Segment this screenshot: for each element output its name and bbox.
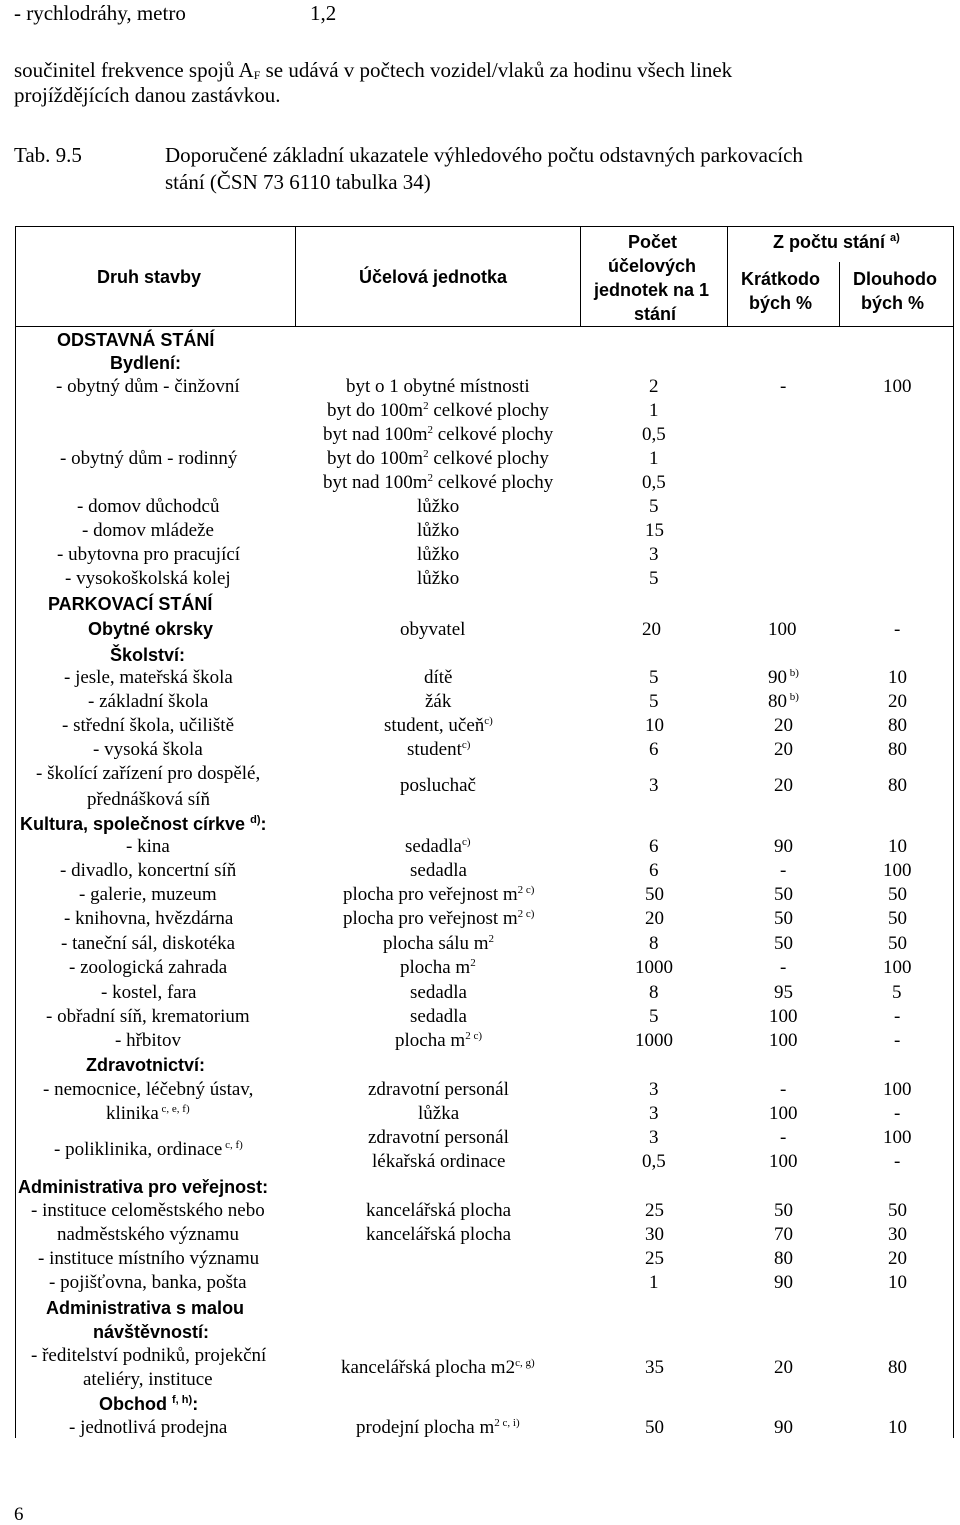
kult-row-3-druh: - knihovna, hvězdárna	[64, 908, 234, 929]
obchod-row-pocet: 50	[645, 1417, 664, 1438]
kult-row-4-druh: - taneční sál, diskotéka	[61, 933, 236, 954]
byd-row-8-ucel: lůžko	[417, 568, 460, 589]
kult-row-8-ucel: plocha $m^{2 c)}$	[395, 1030, 482, 1051]
zdr-row-1-pocet: 3	[649, 1103, 659, 1124]
skola-row-1-kratk: 80 $^{b)}$	[768, 691, 799, 712]
malou-ucel: kancelářská plocha m2$^{c, g)}$	[341, 1357, 535, 1378]
obchod-row-kratk: 90	[774, 1417, 793, 1438]
skola-row-4-kratk: 20	[774, 775, 793, 796]
adm-row-3-dlouh: 10	[888, 1272, 907, 1293]
skola-row-1-druh: - základní škola	[88, 691, 209, 712]
zdr-row-3-pocet: 0,5	[642, 1151, 666, 1172]
zdr-row-2-pocet: 3	[649, 1127, 659, 1148]
zdr-row-0-kratk: -	[780, 1079, 787, 1100]
zdr-row-3-dlouh: -	[894, 1151, 901, 1172]
zdr-row-2-dlouh: 100	[883, 1127, 912, 1148]
skola-row-0-kratk: 90 $^{b)}$	[768, 667, 799, 688]
adm-row-3-pocet: 1	[649, 1272, 659, 1293]
section-odstavna: ODSTAVNÁ STÁNÍ	[57, 330, 215, 350]
kult-row-6-pocet: 8	[649, 982, 659, 1003]
zdr-row-2-kratk: -	[780, 1127, 787, 1148]
header-kratk-1: Krátkodo	[741, 269, 821, 289]
kult-row-6-druh: - kostel, fara	[101, 982, 197, 1003]
skola-row-4-dlouh: 80	[888, 775, 907, 796]
adm-row-3-druh: - pojišťovna, banka, pošta	[49, 1272, 247, 1293]
kult-row-4-pocet: 8	[649, 933, 659, 954]
zdr-row-1-ucel: lůžka	[418, 1103, 460, 1124]
col-divider-4	[839, 262, 840, 327]
zdr-row-3-druh: - poliklinika, ordinace $^{c, f)}$	[54, 1139, 243, 1160]
skola-row-1-ucel: žák	[425, 691, 452, 712]
kult-row-3-kratk: 50	[774, 908, 793, 929]
obytne-ucel: obyvatel	[400, 619, 466, 640]
header-pocet-3: jednotek na 1	[594, 280, 710, 300]
section-administrativa: Administrativa pro veřejnost:	[18, 1177, 269, 1197]
byd-row-0-druh: - obytný dům - činžovní	[56, 376, 240, 397]
kult-row-6-kratk: 95	[774, 982, 793, 1003]
skola-row-2-kratk: 20	[774, 715, 793, 736]
zdr-row-0-dlouh: 100	[883, 1079, 912, 1100]
byd-row-6-druh: - domov mládeže	[82, 520, 214, 541]
kult-row-7-ucel: sedadla	[410, 1006, 467, 1027]
kult-row-0-druh: - kina	[126, 836, 170, 857]
skola-row-4-ucel: posluchač	[400, 775, 476, 796]
section-obchod: Obchod $^{f, h)}$:	[99, 1394, 199, 1414]
obytne-pocet: 20	[642, 619, 661, 640]
malou-dlouh: 80	[888, 1357, 907, 1378]
skola-row-3-ucel: student$^{c)}$	[407, 739, 471, 760]
bullet-value: 1,2	[310, 1, 337, 25]
kult-row-5-ucel: plocha $m^2$	[400, 957, 476, 978]
kult-row-5-dlouh: 100	[883, 957, 912, 978]
adm-row-1-pocet: 30	[645, 1224, 664, 1245]
kult-row-4-dlouh: 50	[888, 933, 907, 954]
byd-row-2-ucel: byt nad $100m^2$ celkové plochy	[323, 424, 554, 445]
skola-row-2-dlouh: 80	[888, 715, 907, 736]
page-number: 6	[14, 1504, 24, 1525]
byd-row-5-druh: - domov důchodců	[77, 496, 220, 517]
kult-row-1-pocet: 6	[649, 860, 659, 881]
kult-row-1-druh: - divadlo, koncertní síň	[60, 860, 237, 881]
kult-row-3-pocet: 20	[645, 908, 664, 929]
skola-row-2-ucel: student, učeň$^{c)}$	[384, 715, 493, 736]
kult-row-8-pocet: 1000	[635, 1030, 673, 1051]
obytne-dlouh: -	[894, 619, 901, 640]
byd-row-3-pocet: 1	[649, 448, 659, 469]
adm-row-0-pocet: 25	[645, 1200, 664, 1221]
byd-row-0-ucel: byt o 1 obytné místnosti	[346, 376, 530, 397]
kult-row-1-kratk: -	[780, 860, 787, 881]
skola-row-0-druh: - jesle, mateřská škola	[64, 667, 233, 688]
byd-row-7-pocet: 3	[649, 544, 659, 565]
byd-row-6-ucel: lůžko	[417, 520, 460, 541]
adm-row-0-ucel: kancelářská plocha	[366, 1200, 512, 1221]
kult-row-5-kratk: -	[780, 957, 787, 978]
section-admin-malou-2: návštěvností:	[93, 1322, 210, 1342]
skola-row-1-dlouh: 20	[888, 691, 907, 712]
kult-row-4-kratk: 50	[774, 933, 793, 954]
adm-row-2-druh: - instituce místního významu	[38, 1248, 260, 1269]
kult-row-8-dlouh: -	[894, 1030, 901, 1051]
byd-row-0-kratk: -	[780, 376, 787, 397]
byd-row-3-druh: - obytný dům - rodinný	[60, 448, 238, 469]
header-zpoctu: Z počtu stání $^{a)}$	[773, 232, 900, 252]
skola-row-3-kratk: 20	[774, 739, 793, 760]
obchod-row-dlouh: 10	[888, 1417, 907, 1438]
kult-row-8-druh: - hřbitov	[115, 1030, 181, 1051]
skola-row-3-druh: - vysoká škola	[93, 739, 203, 760]
kult-row-0-dlouh: 10	[888, 836, 907, 857]
zdr-row-1-druh: klinika $^{c, e, f)}$	[106, 1103, 190, 1124]
byd-row-2-pocet: 0,5	[642, 424, 666, 445]
skola-row-0-dlouh: 10	[888, 667, 907, 688]
obytne-druh: Obytné okrsky	[88, 619, 214, 639]
caption-line1: Doporučené základní ukazatele výhledového počtu odstavných parkovacích	[165, 143, 803, 167]
kult-row-0-pocet: 6	[649, 836, 659, 857]
kult-row-2-kratk: 50	[774, 884, 793, 905]
section-kultura: Kultura, společnost církve $^{d)}$:	[20, 814, 267, 834]
zdr-row-0-druh: - nemocnice, léčebný ústav,	[43, 1079, 254, 1100]
header-druh: Druh stavby	[97, 267, 202, 287]
table-border-top	[15, 226, 954, 227]
kult-row-0-ucel: sedadla$^{c)}$	[405, 836, 471, 857]
malou-pocet: 35	[645, 1357, 664, 1378]
kult-row-0-kratk: 90	[774, 836, 793, 857]
header-dlouh-2: bých %	[861, 293, 925, 313]
kult-row-6-dlouh: 5	[892, 982, 902, 1003]
skola-row-3-pocet: 6	[649, 739, 659, 760]
skola-row-4-pocet: 3	[649, 775, 659, 796]
kult-row-3-dlouh: 50	[888, 908, 907, 929]
bullet-rychlodrahy: - rychlodráhy, metro	[14, 1, 186, 25]
section-zdravotnictvi: Zdravotnictví:	[86, 1055, 206, 1075]
skola-row-4-druh2: přednášková síň	[87, 789, 210, 810]
header-ucel: Účelová jednotka	[359, 267, 508, 287]
section-admin-malou-1: Administrativa s malou	[46, 1298, 245, 1318]
kult-row-4-ucel: plocha sálu $m^2$	[383, 933, 495, 954]
header-pocet-1: Počet	[628, 232, 678, 252]
header-pocet-4: stání	[634, 304, 677, 324]
byd-row-8-druh: - vysokoškolská kolej	[65, 568, 231, 589]
kult-row-7-kratk: 100	[769, 1006, 798, 1027]
byd-row-5-pocet: 5	[649, 496, 659, 517]
kult-row-6-ucel: sedadla	[410, 982, 467, 1003]
byd-row-7-druh: - ubytovna pro pracující	[57, 544, 241, 565]
col-divider-3	[727, 226, 728, 327]
byd-row-3-ucel: byt do $100m^2$ celkové plochy	[327, 448, 549, 469]
header-dlouh-1: Dlouhodo	[853, 269, 937, 289]
kult-row-7-druh: - obřadní síň, krematorium	[46, 1006, 250, 1027]
adm-row-0-druh: - instituce celoměstského nebo	[31, 1200, 265, 1221]
caption-line2: stání (ČSN 73 6110 tabulka 34)	[165, 170, 431, 194]
adm-row-2-dlouh: 20	[888, 1248, 907, 1269]
skola-row-2-druh: - střední škola, učiliště	[62, 715, 235, 736]
zdr-row-3-kratk: 100	[769, 1151, 798, 1172]
kult-row-2-ucel: plocha pro veřejnost $m^{2 c)}$	[343, 884, 535, 905]
table-border-right	[953, 226, 954, 1438]
byd-row-1-pocet: 1	[649, 400, 659, 421]
adm-row-1-dlouh: 30	[888, 1224, 907, 1245]
skola-row-0-ucel: dítě	[424, 667, 453, 688]
col-divider-2	[580, 226, 581, 327]
obytne-kratk: 100	[768, 619, 797, 640]
section-skolstvi: Školství:	[110, 645, 186, 665]
obchod-row-ucel: prodejní plocha $m^{2 c, i)}$	[356, 1417, 520, 1438]
header-divider	[16, 326, 953, 327]
skola-row-2-pocet: 10	[645, 715, 664, 736]
byd-row-7-ucel: lůžko	[417, 544, 460, 565]
zdr-row-0-pocet: 3	[649, 1079, 659, 1100]
adm-row-1-druh: nadměstského významu	[57, 1224, 240, 1245]
byd-row-1-ucel: byt do $100m^2$ celkové plochy	[327, 400, 549, 421]
header-kratk-2: bých %	[749, 293, 813, 313]
adm-row-0-kratk: 50	[774, 1200, 793, 1221]
malou-kratk: 20	[774, 1357, 793, 1378]
col-divider-1	[295, 226, 296, 327]
adm-row-2-kratk: 80	[774, 1248, 793, 1269]
byd-row-0-pocet: 2	[649, 376, 659, 397]
malou-druh: - ředitelství podniků, projekční	[31, 1345, 267, 1366]
kult-row-3-ucel: plocha pro veřejnost $m^{2 c)}$	[343, 908, 535, 929]
zdr-row-1-kratk: 100	[769, 1103, 798, 1124]
kult-row-1-ucel: sedadla	[410, 860, 467, 881]
adm-row-2-pocet: 25	[645, 1248, 664, 1269]
zdr-row-3-ucel: lékařská ordinace	[372, 1151, 506, 1172]
table-border-left	[15, 226, 16, 1438]
zdr-row-2-ucel: zdravotní personál	[368, 1127, 509, 1148]
malou-druh2: ateliéry, instituce	[83, 1369, 213, 1390]
kult-row-5-pocet: 1000	[635, 957, 673, 978]
adm-row-1-kratk: 70	[774, 1224, 793, 1245]
skola-row-3-dlouh: 80	[888, 739, 907, 760]
header-pocet-2: účelových	[608, 256, 697, 276]
skola-row-4-druh: - školící zařízení pro dospělé,	[36, 763, 261, 784]
adm-row-1-ucel: kancelářská plocha	[366, 1224, 512, 1245]
zdr-row-0-ucel: zdravotní personál	[368, 1079, 509, 1100]
kult-row-7-dlouh: -	[894, 1006, 901, 1027]
skola-row-0-pocet: 5	[649, 667, 659, 688]
kult-row-7-pocet: 5	[649, 1006, 659, 1027]
kult-row-5-druh: - zoologická zahrada	[69, 957, 228, 978]
kult-row-1-dlouh: 100	[883, 860, 912, 881]
byd-row-5-ucel: lůžko	[417, 496, 460, 517]
byd-row-0-dlouh: 100	[883, 376, 912, 397]
byd-row-4-pocet: 0,5	[642, 472, 666, 493]
byd-row-6-pocet: 15	[645, 520, 664, 541]
adm-row-0-dlouh: 50	[888, 1200, 907, 1221]
section-bydleni: Bydlení:	[110, 353, 182, 373]
kult-row-2-pocet: 50	[645, 884, 664, 905]
adm-row-3-kratk: 90	[774, 1272, 793, 1293]
zdr-row-1-dlouh: -	[894, 1103, 901, 1124]
kult-row-2-dlouh: 50	[888, 884, 907, 905]
byd-row-4-ucel: byt nad $100m^2$ celkové plochy	[323, 472, 554, 493]
intro-line1: součinitel frekvence spojů $A_F$ se udává v počtech vozidel/vlaků za hodinu všech linek	[14, 58, 733, 82]
kult-row-8-kratk: 100	[769, 1030, 798, 1051]
section-parkovaci: PARKOVACÍ STÁNÍ	[48, 594, 213, 614]
table-label: Tab. 9.5	[14, 143, 82, 167]
intro-line2: projíždějících danou zastávkou.	[14, 83, 281, 107]
obchod-row-druh: - jednotlivá prodejna	[69, 1417, 228, 1438]
byd-row-8-pocet: 5	[649, 568, 659, 589]
kult-row-2-druh: - galerie, muzeum	[79, 884, 217, 905]
skola-row-1-pocet: 5	[649, 691, 659, 712]
